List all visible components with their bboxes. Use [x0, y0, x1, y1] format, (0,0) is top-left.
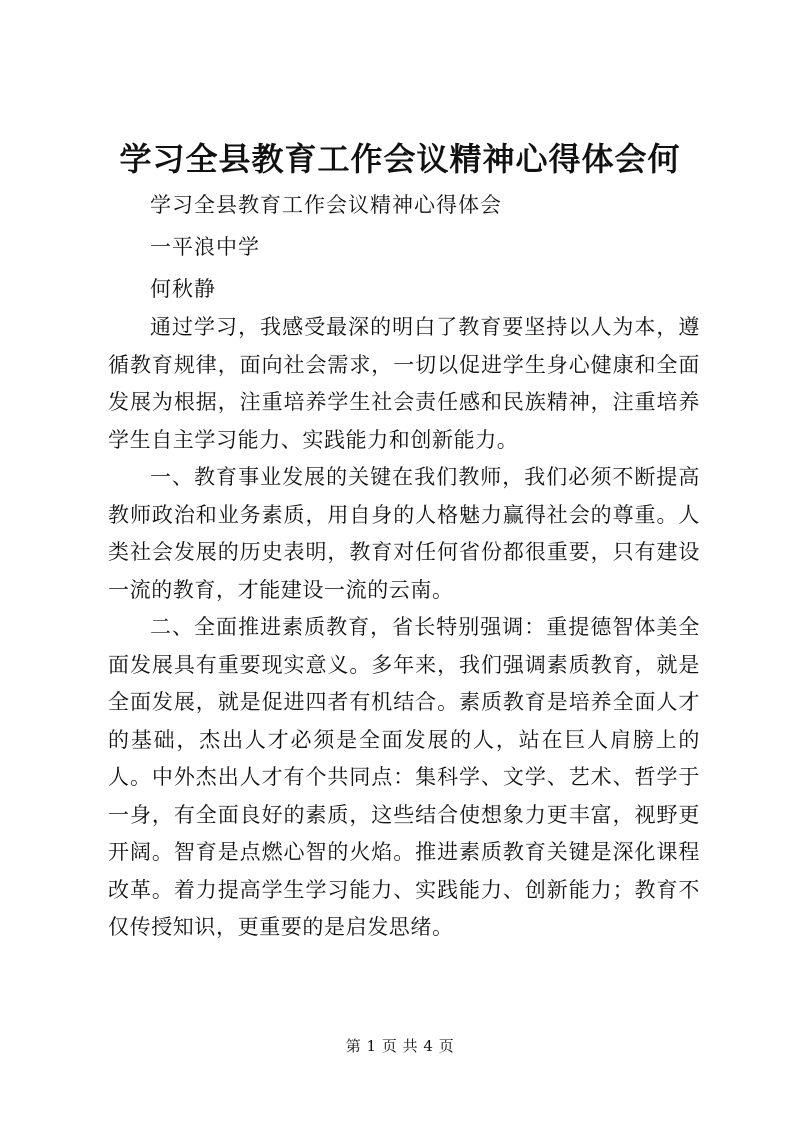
document-title: 学习全县教育工作会议精神心得体会何	[119, 140, 681, 178]
page-number-footer: 第 1 页 共 4 页	[345, 1037, 455, 1055]
document-subtitle: 学习全县教育工作会议精神心得体会	[150, 193, 502, 217]
body-paragraph: 通过学习，我感受最深的明白了教育要坚持以人为本，遵循教育规律，面向社会需求，一切以促进学生身心健康和全面发展为根据，注重培养学生社会责任感和民族精神，注重培养学生自主学习能力、实践能力和创新能力。	[108, 315, 700, 452]
author-name: 何秋静	[150, 277, 216, 301]
body-paragraph: 二、全面推进素质教育，省长特别强调：重提德智体美全面发展具有重要现实意义。多年来，我们强调素质教育，就是全面发展，就是促进四者有机结合。素质教育是培养全面人才的基础，杰出人才必须是全面发展的人，站在巨人肩膀上的人。中外杰出人才有个共同点：集科学、文学、艺术、哲学于一身，有全面良好的素质，这些结合使想象力更丰富，视野更开阔。智育是点燃心智的火焰。推进素质教育关键是深化课程改革。着力提高学生学习能力、实践能力、创新能力；教育不仅传授知识，更重要的是启发思绪。	[108, 615, 700, 939]
document-body	[108, 309, 700, 947]
school-name: 一平浪中学	[150, 235, 260, 259]
body-paragraph: 一、教育事业发展的关键在我们教师，我们必须不断提高教师政治和业务素质，用自身的人格魅力赢得社会的尊重。人类社会发展的历史表明，教育对任何省份都很重要，只有建设一流的教育，才能建设一流的云南。	[108, 465, 700, 602]
